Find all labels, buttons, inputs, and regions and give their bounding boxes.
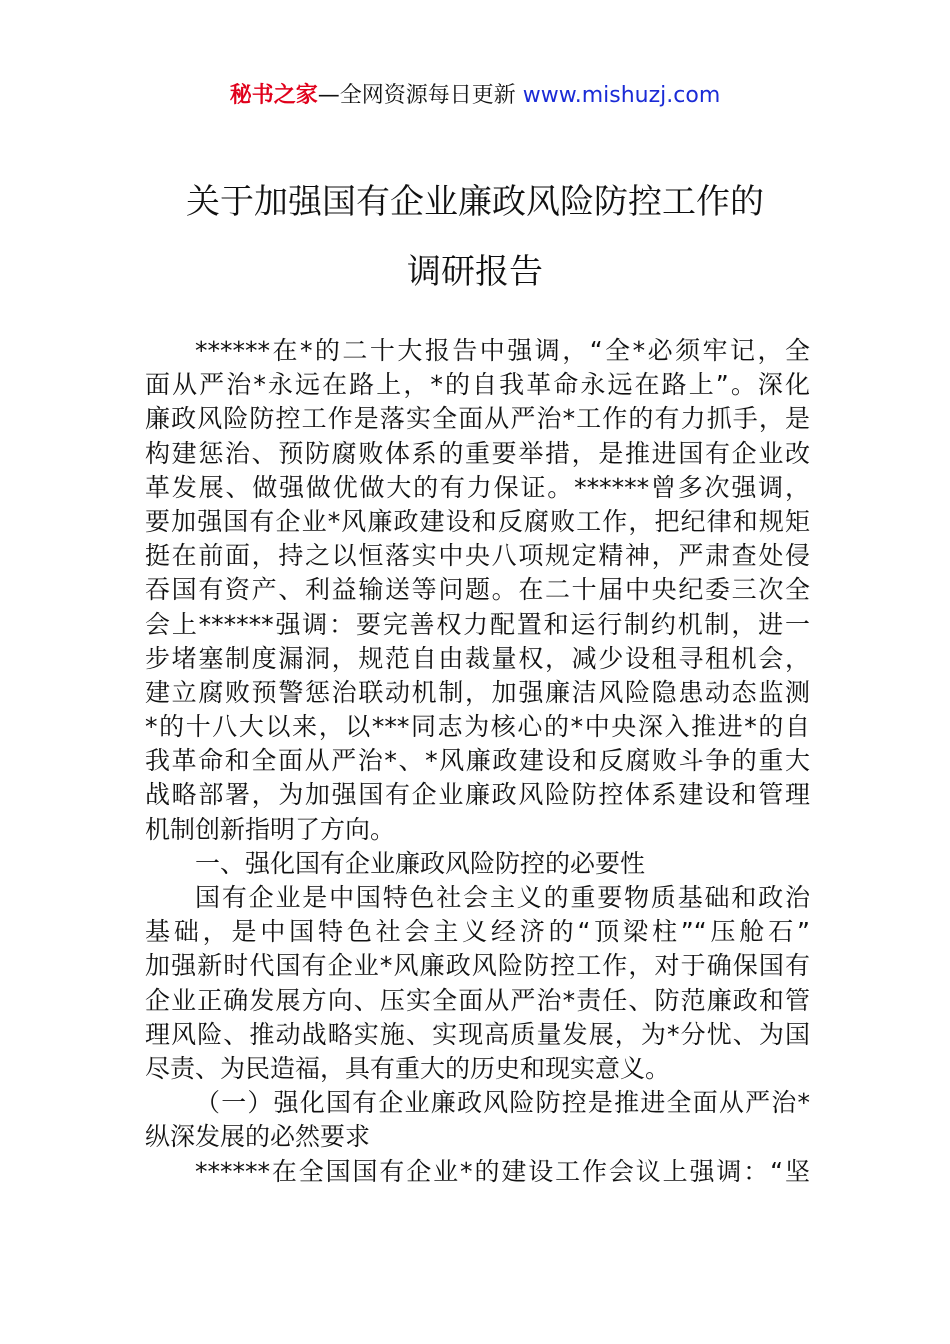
document-title-line-1: 关于加强国有企业廉政风险防控工作的 bbox=[186, 182, 764, 222]
body-line: 建立腐败预警惩治联动机制，加强廉洁风险隐患动态监测 bbox=[145, 677, 810, 707]
header-banner bbox=[0, 80, 950, 112]
subsection-heading-continuation: 纵深发展的必然要求 bbox=[145, 1122, 371, 1152]
body-line: 战略部署，为加强国有企业廉政风险防控体系建设和管理 bbox=[145, 780, 810, 810]
body-line: 挺在前面，持之以恒落实中央八项规定精神，严肃查处侵 bbox=[145, 541, 810, 571]
body-line: 理风险、推动战略实施、实现高质量发展，为*分忧、为国 bbox=[145, 1019, 810, 1049]
section-heading: 一、强化国有企业廉政风险防控的必要性 bbox=[195, 848, 646, 878]
body-line: ******在*的二十大报告中强调，“全*必须牢记，全 bbox=[195, 336, 810, 365]
subsection-heading: （一）强化国有企业廉政风险防控是推进全面从严治* bbox=[195, 1088, 810, 1118]
site-brand: 秘书之家 bbox=[229, 83, 318, 108]
body-line: 构建惩治、预防腐败体系的重要举措，是推进国有企业改 bbox=[145, 438, 810, 468]
document-title-line-2: 调研报告 bbox=[407, 252, 543, 292]
body-line: 吞国有资产、利益输送等问题。在二十届中央纪委三次全 bbox=[145, 575, 810, 605]
body-line: 尽责、为民造福，具有重大的历史和现实意义。 bbox=[145, 1053, 671, 1083]
body-line: 机制创新指明了方向。 bbox=[145, 814, 396, 844]
body-line: 加强新时代国有企业*风廉政风险防控工作，对于确保国有 bbox=[145, 951, 810, 981]
body-line: 基础，是中国特色社会主义经济的“顶梁柱”“压舱石” bbox=[145, 917, 810, 947]
body-line: 面从严治*永远在路上，*的自我革命永远在路上”。深化 bbox=[145, 370, 810, 400]
body-line: *的十八大以来，以***同志为核心的*中央深入推进*的自 bbox=[145, 712, 810, 742]
body-line: 企业正确发展方向、压实全面从严治*责任、防范廉政和管 bbox=[145, 985, 810, 1015]
body-line: 廉政风险防控工作是落实全面从严治*工作的有力抓手，是 bbox=[145, 404, 810, 434]
body-line: 国有企业是中国特色社会主义的重要物质基础和政治 bbox=[195, 883, 810, 912]
body-line: 我革命和全面从严治*、*风廉政建设和反腐败斗争的重大 bbox=[145, 746, 810, 776]
body-line: 会上******强调：要完善权力配置和运行制约机制，进一 bbox=[145, 609, 810, 639]
site-tagline: —全网资源每日更新 bbox=[317, 83, 516, 108]
body-line: 革发展、做强做优做大的有力保证。******曾多次强调， bbox=[145, 472, 810, 502]
body-line: ******在全国国有企业*的建设工作会议上强调：“坚 bbox=[195, 1156, 810, 1186]
document-body bbox=[145, 334, 810, 1189]
site-url-link[interactable]: www.mishuzj.com bbox=[522, 83, 721, 108]
body-line: 要加强国有企业*风廉政建设和反腐败工作，把纪律和规矩 bbox=[145, 506, 810, 536]
body-line: 步堵塞制度漏洞，规范自由裁量权，减少设租寻租机会， bbox=[145, 643, 810, 673]
